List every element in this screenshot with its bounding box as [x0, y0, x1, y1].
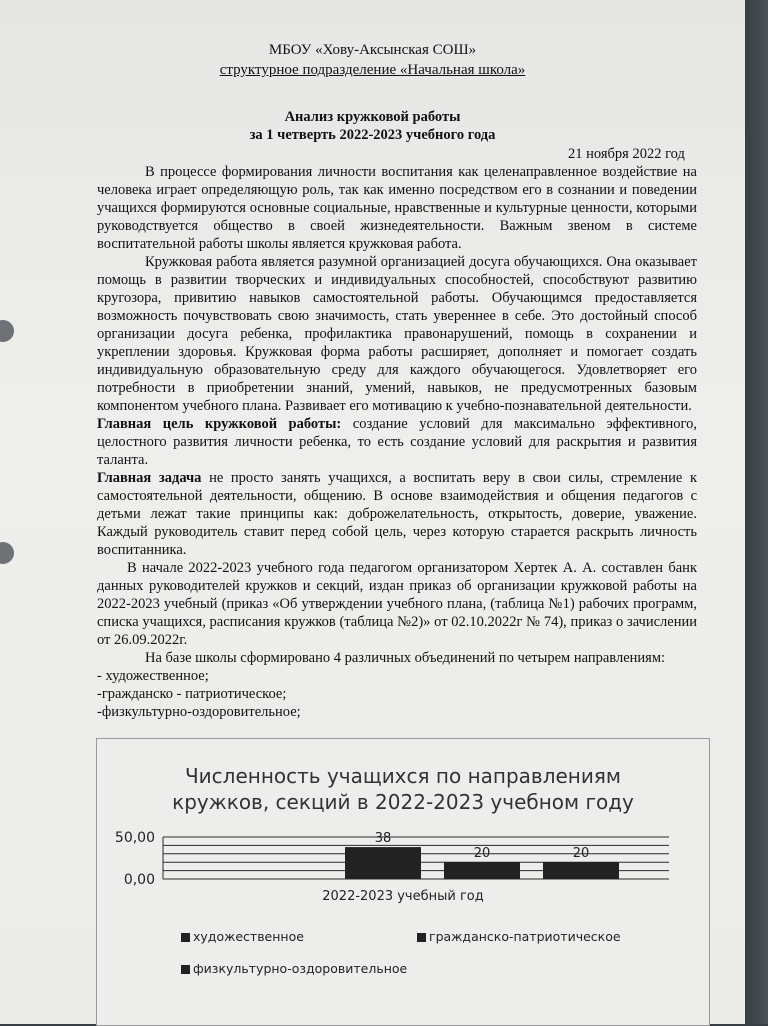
paragraph-task	[97, 469, 697, 559]
document-date: 21 ноября 2022 год	[568, 146, 685, 162]
goal-label: Главная цель кружковой работы:	[97, 416, 342, 432]
list-item: - художественное;	[97, 668, 209, 684]
data-label: 20	[473, 846, 491, 862]
legend-label: художественное	[193, 929, 304, 944]
paragraph-intro: В процессе формирования личности воспитания как целенаправленное воздействие на человека играет определяющую роль, так как именно посредством его в сознании и поведении учащихся формируются основные социальные, нравственные и культурные ценности, которыми руководствуется общество в своей жизнедеятельности. Важным звеном в системе воспитательной работы школы является кружковая работа.	[97, 164, 697, 252]
school-division: структурное подразделение «Начальная школа»	[219, 62, 526, 78]
paragraph-goal	[97, 415, 697, 469]
title-line-2: за 1 четверть 2022-2023 учебного года	[249, 127, 496, 143]
x-axis-label: 2022-2023 учебный год	[322, 889, 484, 904]
bar	[345, 847, 421, 879]
document-title	[0, 108, 745, 144]
punch-hole	[0, 320, 14, 342]
legend-item	[181, 929, 304, 944]
school-name: МБОУ «Хову-Аксынская СОШ»	[268, 42, 477, 58]
bar-chart	[96, 738, 710, 1026]
title-line-1: Анализ кружковой работы	[284, 109, 461, 125]
legend-label: гражданско-патриотическое	[429, 929, 621, 944]
bar	[444, 862, 520, 879]
legend-item	[417, 929, 621, 944]
data-label: 38	[374, 831, 392, 847]
list-item: -физкультурно-оздоровительное;	[97, 704, 301, 720]
chart-title-line-2: кружков, секций в 2022-2023 учебном году	[172, 790, 634, 814]
legend-swatch	[181, 933, 190, 942]
paragraph-organization: В начале 2022-2023 учебного года педагогом организатором Хертек А. А. составлен банк данных руководителей кружков и секций, издан приказ об организации кружковой работы на 2022-2023 учебный (приказ «Об утверждении учебного плана, (таблица №1) рабочих программ, списка учащихся, расписания кружков (таблица №2)» от 02.10.2022г № 74), приказ о зачислении от 26.09.2022г.	[97, 560, 697, 648]
school-header	[0, 40, 745, 80]
y-tick-label: 50,00	[114, 830, 155, 846]
data-label: 20	[572, 846, 590, 862]
goal-text: создание условий для максимально эффективного, целостного развития личности ребенка, то есть создание условий для раскрытия и развития таланта.	[97, 416, 697, 468]
task-label: Главная задача	[97, 470, 202, 486]
legend-item	[181, 961, 407, 976]
paragraph-directions: На базе школы сформировано 4 различных объединений по четырем направлениям:	[145, 650, 666, 666]
list-item: -гражданско - патриотическое;	[97, 686, 287, 702]
legend-label: физкультурно-оздоровительное	[193, 961, 408, 976]
body-text	[97, 163, 697, 721]
chart-title-line-1: Численность учащихся по направлениям	[184, 764, 622, 788]
paragraph-circle-work: Кружковая работа является разумной организацией досуга обучающихся. Она оказывает помощь в развитии творческих и индивидуальных способностей, способствуют развитию кругозора, привитию навыков самостоятельной работы. Обучающимся предоставляется возможность почувствовать свою значимость, стать увереннее в себе. Это достойный способ организации досуга ребенка, профилактика правонарушений, помощь в сохранении и укреплении здоровья. Кружковая форма работы расширяет, дополняет и помогает создать индивидуальную образовательную среду для каждого обучающегося. Удовлетворяет его потребности в приобретении знаний, умений, навыков, не предусмотренных базовым компонентом учебного плана. Развивает его мотивацию к учебно-познавательной деятельности.	[97, 254, 697, 414]
punch-hole	[0, 542, 14, 564]
chart-plot	[97, 739, 709, 1025]
bar	[543, 862, 619, 879]
y-tick-label: 0,00	[123, 872, 155, 888]
legend-swatch	[181, 965, 190, 974]
task-text: не просто занять учащихся, а воспитать веру в свои силы, стремление к самостоятельной деятельности, общению. В основе взаимодействия и общения педагогов с детьми лежат такие принципы как: доброжелательность, открытость, доверие, уважение. Каждый руководитель ставит перед собой цель, через которую старается раскрыть личность воспитанника.	[97, 470, 697, 558]
legend-swatch	[417, 933, 426, 942]
